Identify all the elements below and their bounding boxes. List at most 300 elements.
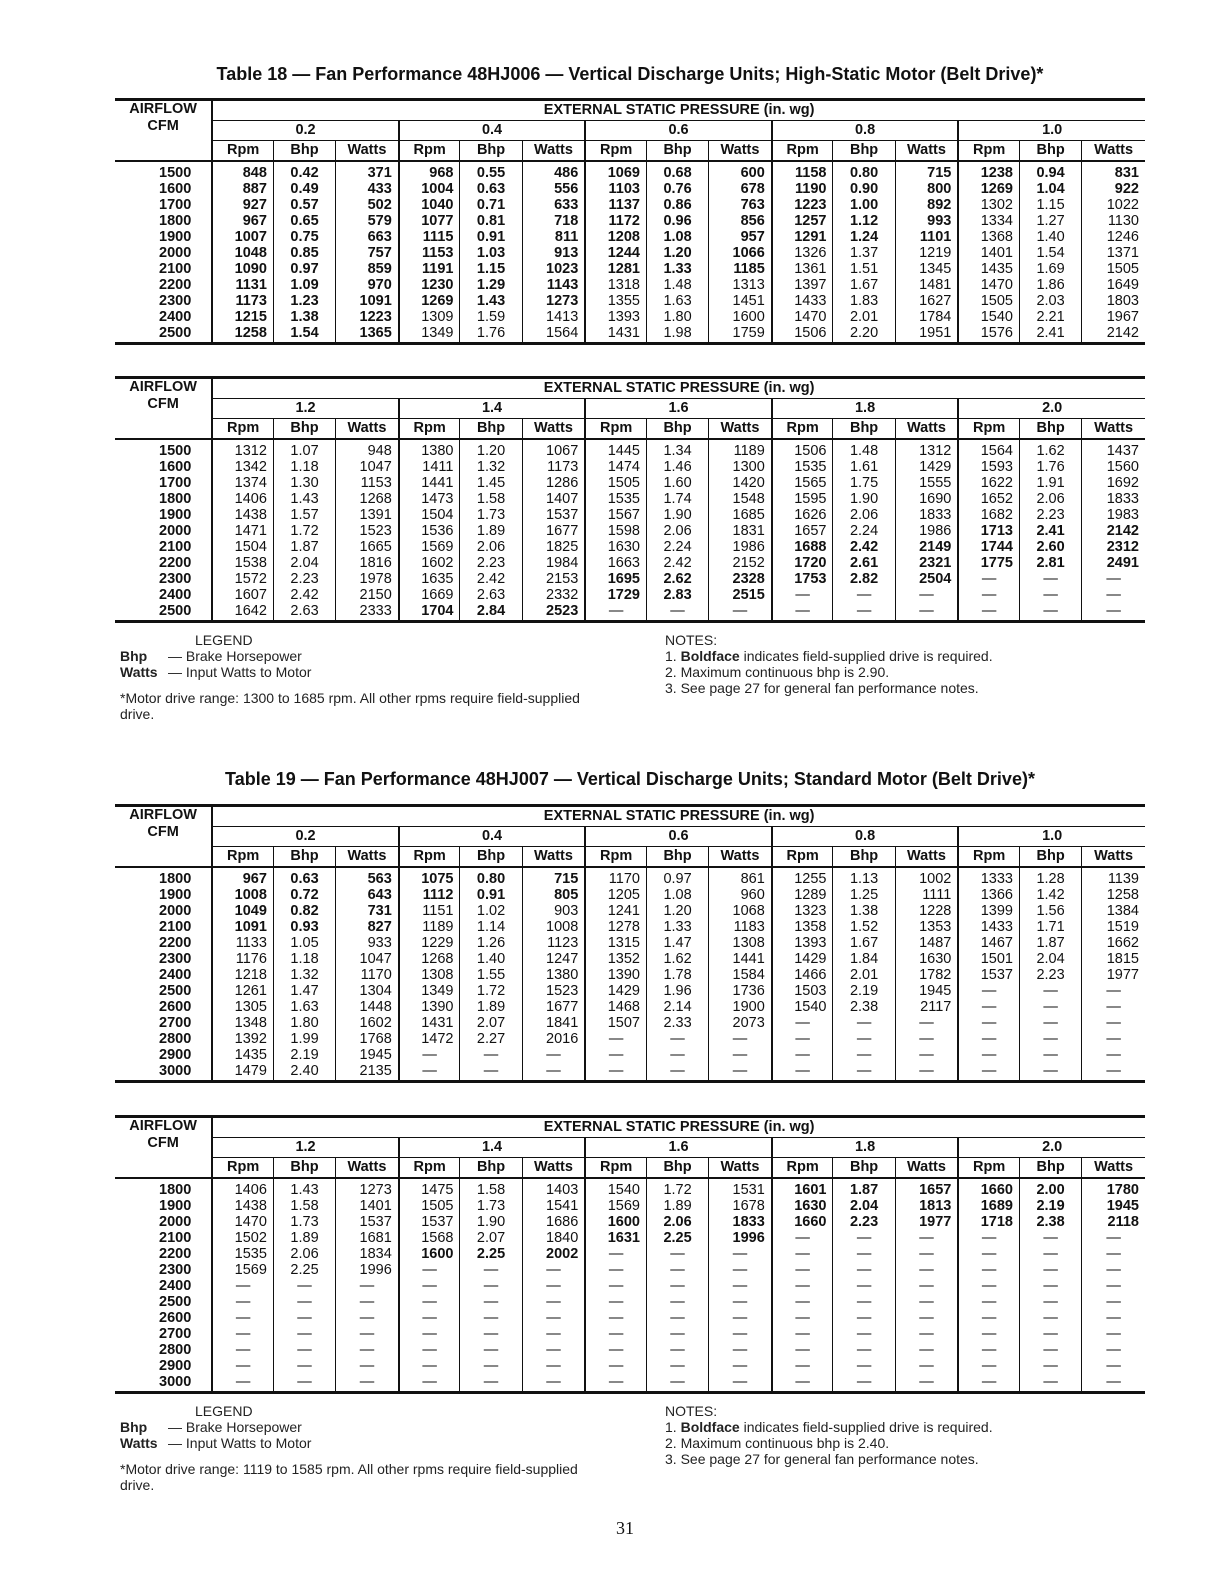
watts-header: Watts [709,141,772,162]
rpm-cell: — [772,1278,833,1294]
table-row [115,181,1145,197]
watts-header: Watts [336,141,399,162]
watts-cell: — [1082,999,1145,1015]
bhp-cell: 1.52 [833,919,895,935]
rpm-header: Rpm [585,419,646,440]
external-static-pressure-header: EXTERNAL STATIC PRESSURE (in. wg) [212,1117,1145,1138]
bhp-header: Bhp [646,1158,708,1179]
rpm-cell: 1257 [772,213,833,229]
bhp-cell: 1.28 [1020,867,1082,887]
bhp-cell: 2.03 [1020,293,1082,309]
rpm-cell: 1268 [399,951,460,967]
rpm-cell: — [772,603,833,622]
watts-cell: 859 [336,261,399,277]
table-row [115,951,1145,967]
watts-cell: 1813 [895,1198,958,1214]
rpm-cell: 1189 [399,919,460,935]
watts-cell: — [709,1342,772,1358]
rpm-cell: 1315 [585,935,646,951]
bhp-cell: — [646,1262,708,1278]
airflow-cfm-cell: 2700 [159,1015,192,1031]
watts-cell: 1123 [522,935,585,951]
bhp-cell: — [1020,1047,1082,1063]
rpm-cell: 1312 [212,439,273,459]
rpm-cell: 1429 [585,983,646,999]
rpm-cell: — [399,1063,460,1082]
rpm-cell: — [958,1262,1019,1278]
watts-cell: 2149 [895,539,958,555]
rpm-cell: 1269 [958,181,1019,197]
cfm-label: CFM [147,1135,179,1151]
rpm-cell: 1569 [399,539,460,555]
watts-cell: 1945 [895,983,958,999]
watts-cell: 1833 [895,507,958,523]
bhp-cell: — [833,1063,895,1082]
pressure-header: 0.4 [399,827,586,847]
rpm-cell: — [585,1294,646,1310]
watts-cell: 1273 [336,1178,399,1198]
table-row [115,523,1145,539]
bhp-cell: 2.00 [1020,1178,1082,1198]
rpm-cell: 1399 [958,903,1019,919]
watts-cell: 1977 [1082,967,1145,983]
bhp-header: Bhp [1020,141,1082,162]
watts-cell: — [895,1015,958,1031]
bhp-cell: 1.33 [646,919,708,935]
rpm-cell: 1173 [212,293,273,309]
bhp-cell: — [833,1230,895,1246]
rpm-cell: 1153 [399,245,460,261]
bhp-cell: — [646,1246,708,1262]
rpm-cell: — [399,1047,460,1063]
bhp-cell: 1.59 [460,309,522,325]
bhp-header: Bhp [1020,847,1082,868]
rpm-cell: — [772,1326,833,1342]
bhp-cell: — [1020,999,1082,1015]
bhp-cell: 1.61 [833,459,895,475]
airflow-cfm-cell: 2100 [159,1230,192,1246]
bhp-cell: 1.56 [1020,903,1082,919]
airflow-cfm-cell: 2300 [159,1262,192,1278]
rpm-cell: 1091 [212,919,273,935]
table-row [115,1278,1145,1294]
watts-header: Watts [1082,141,1145,162]
rpm-cell: — [958,1310,1019,1326]
header-row [115,806,1145,827]
bhp-cell: 1.43 [273,491,335,507]
rpm-header: Rpm [212,419,273,440]
table-row [115,277,1145,293]
rpm-cell: — [958,1342,1019,1358]
rpm-cell: 1507 [585,1015,646,1031]
bhp-cell: 2.19 [273,1047,335,1063]
subheader-row [115,1158,1145,1179]
rpm-cell: — [958,983,1019,999]
watts-cell: 2504 [895,571,958,587]
bhp-cell: 1.33 [646,261,708,277]
table-row [115,903,1145,919]
airflow-cfm-cell: 2900 [159,1358,192,1374]
rpm-header: Rpm [212,141,273,162]
table-row [115,603,1145,622]
rpm-cell: 1406 [212,1178,273,1198]
bhp-cell: — [646,1326,708,1342]
bhp-cell: 2.60 [1020,539,1082,555]
rpm-cell: 1635 [399,571,460,587]
watts-cell: 1564 [522,325,585,344]
rpm-cell: 1576 [958,325,1019,344]
bhp-cell: 2.06 [833,507,895,523]
rpm-cell: 1660 [772,1214,833,1230]
pressure-header: 1.8 [772,399,959,419]
bhp-cell: — [1020,1063,1082,1082]
rpm-header: Rpm [958,141,1019,162]
bhp-cell: — [273,1278,335,1294]
rpm-cell: 1504 [212,539,273,555]
airflow-label: AIRFLOW [129,1118,197,1134]
bhp-cell: 1.78 [646,967,708,983]
rpm-cell: 1471 [212,523,273,539]
rpm-cell: 1718 [958,1214,1019,1230]
watts-cell: 1945 [336,1047,399,1063]
bhp-cell: — [1020,1230,1082,1246]
rpm-cell: 1401 [958,245,1019,261]
rpm-cell: 1438 [212,1198,273,1214]
watts-cell: 2328 [709,571,772,587]
watts-cell: 1304 [336,983,399,999]
watts-cell: 1401 [336,1198,399,1214]
table-19-block-2 [115,1115,1145,1394]
bhp-cell: 0.94 [1020,161,1082,181]
bhp-cell: 1.14 [460,919,522,935]
bhp-cell: 2.38 [1020,1214,1082,1230]
watts-cell: 1677 [522,523,585,539]
watts-cell: 1841 [522,1015,585,1031]
watts-cell: 1537 [522,507,585,523]
note-text: See page 27 for general fan performance notes. [680,680,979,696]
bhp-cell: 1.18 [273,951,335,967]
watts-cell: — [1082,1310,1145,1326]
bhp-cell: 2.04 [833,1198,895,1214]
watts-cell: 1345 [895,261,958,277]
watts-cell: 1978 [336,571,399,587]
bhp-cell: 2.81 [1020,555,1082,571]
watts-cell: — [709,1310,772,1326]
watts-cell: — [336,1310,399,1326]
bhp-header: Bhp [273,847,335,868]
rpm-cell: 1598 [585,523,646,539]
bhp-cell: 2.07 [460,1015,522,1031]
bhp-cell: 0.80 [833,161,895,181]
airflow-cfm-cell: 2200 [159,1246,192,1262]
table-row [115,887,1145,903]
external-static-pressure-header: EXTERNAL STATIC PRESSURE (in. wg) [212,806,1145,827]
rpm-cell: 1048 [212,245,273,261]
bhp-cell: — [1020,1294,1082,1310]
rpm-cell: — [585,1246,646,1262]
rpm-cell: 1433 [772,293,833,309]
bhp-header: Bhp [1020,419,1082,440]
rpm-cell: 1506 [772,439,833,459]
rpm-cell: 1137 [585,197,646,213]
bhp-cell: 1.96 [646,983,708,999]
bhp-header: Bhp [273,1158,335,1179]
watts-cell: 731 [336,903,399,919]
bhp-cell: 2.14 [646,999,708,1015]
rpm-cell: — [958,1374,1019,1393]
rpm-cell: 1540 [958,309,1019,325]
watts-cell: 1677 [522,999,585,1015]
bhp-cell: — [460,1294,522,1310]
bhp-cell: 1.13 [833,867,895,887]
bhp-cell: — [1020,1326,1082,1342]
airflow-cfm-cell: 1900 [159,229,192,245]
bhp-cell: 2.84 [460,603,522,622]
watts-cell: 1308 [709,935,772,951]
watts-cell: 715 [895,161,958,181]
rpm-header: Rpm [772,847,833,868]
table-row [115,983,1145,999]
table-row [115,1047,1145,1063]
bhp-cell: — [833,1031,895,1047]
watts-cell: 856 [709,213,772,229]
bhp-cell: — [833,1262,895,1278]
rpm-cell: 1630 [585,539,646,555]
watts-cell: — [1082,1246,1145,1262]
table-row [115,1374,1145,1393]
rpm-cell: 1660 [958,1178,1019,1198]
rpm-cell: 1281 [585,261,646,277]
watts-cell: — [709,1063,772,1082]
table-row [115,1015,1145,1031]
watts-cell: — [895,1230,958,1246]
rpm-cell: 1349 [399,325,460,344]
watts-cell: 948 [336,439,399,459]
watts-cell: — [709,1031,772,1047]
watts-cell: 957 [709,229,772,245]
bhp-cell: 2.23 [1020,967,1082,983]
table-row [115,867,1145,887]
watts-cell: 1246 [1082,229,1145,245]
bhp-cell: 2.23 [273,571,335,587]
rpm-cell: 967 [212,867,273,887]
airflow-cfm-cell: 2300 [159,951,192,967]
watts-header: Watts [336,1158,399,1179]
bhp-cell: 1.72 [646,1178,708,1198]
rpm-cell: 1593 [958,459,1019,475]
airflow-cfm-cell: 2400 [159,587,192,603]
bhp-cell: — [833,1015,895,1031]
watts-cell: — [522,1294,585,1310]
rpm-cell: — [958,1063,1019,1082]
rpm-cell: 1366 [958,887,1019,903]
rpm-cell: 1004 [399,181,460,197]
bhp-cell: 1.54 [273,325,335,344]
bhp-cell: 2.61 [833,555,895,571]
rpm-cell: 1049 [212,903,273,919]
rpm-cell: 1537 [399,1214,460,1230]
rpm-cell: 1682 [958,507,1019,523]
bhp-cell: 1.60 [646,475,708,491]
rpm-cell: 1569 [585,1198,646,1214]
watts-cell: 1984 [522,555,585,571]
watts-header: Watts [1082,1158,1145,1179]
watts-cell: 933 [336,935,399,951]
rpm-header: Rpm [958,419,1019,440]
note-number: 3. [665,680,681,696]
bhp-cell: — [646,1358,708,1374]
watts-cell: — [895,1326,958,1342]
pressure-header: 1.4 [399,1138,586,1158]
bhp-cell: 0.97 [273,261,335,277]
rpm-header: Rpm [399,419,460,440]
watts-cell: 2142 [1082,523,1145,539]
watts-cell: 1678 [709,1198,772,1214]
watts-header: Watts [522,419,585,440]
bhp-cell: — [833,1326,895,1342]
rpm-cell: 1468 [585,999,646,1015]
watts-cell: 1273 [522,293,585,309]
bhp-cell: 2.42 [273,587,335,603]
fan-performance-table [115,376,1145,623]
watts-cell: 2135 [336,1063,399,1082]
watts-cell: 579 [336,213,399,229]
watts-cell: 1548 [709,491,772,507]
bhp-cell: 2.01 [833,309,895,325]
rpm-cell: 1433 [958,919,1019,935]
watts-cell: 2118 [1082,1214,1145,1230]
rpm-cell: — [585,1031,646,1047]
bhp-cell: 2.62 [646,571,708,587]
watts-cell: 970 [336,277,399,293]
rpm-cell: 1158 [772,161,833,181]
bhp-cell: 1.87 [833,1178,895,1198]
watts-cell: — [1082,1294,1145,1310]
note-item [665,648,993,664]
legend-item [120,1419,600,1435]
bhp-cell: — [646,1031,708,1047]
bhp-cell: — [460,1262,522,1278]
bhp-cell: 2.25 [646,1230,708,1246]
watts-cell: 2117 [895,999,958,1015]
watts-cell: 1833 [709,1214,772,1230]
bhp-cell: 2.23 [1020,507,1082,523]
bhp-cell: 2.21 [1020,309,1082,325]
airflow-cfm-cell: 1700 [159,475,192,491]
watts-cell: 563 [336,867,399,887]
bhp-cell: 1.87 [1020,935,1082,951]
watts-header: Watts [895,141,958,162]
watts-cell: — [522,1326,585,1342]
rpm-cell: 1720 [772,555,833,571]
table-19-notes [665,1403,993,1467]
rpm-cell: 1704 [399,603,460,622]
bhp-cell: 1.89 [460,523,522,539]
rpm-cell: 1291 [772,229,833,245]
header-row [115,1117,1145,1138]
rpm-cell: — [399,1278,460,1294]
table-row [115,475,1145,491]
watts-cell: 502 [336,197,399,213]
watts-cell: 1247 [522,951,585,967]
rpm-cell: 1205 [585,887,646,903]
airflow-cfm-cell: 1800 [159,1182,192,1198]
airflow-label: AIRFLOW [129,379,197,395]
watts-header: Watts [522,141,585,162]
table-row [115,245,1145,261]
bhp-cell: — [833,1310,895,1326]
bhp-cell: — [833,1342,895,1358]
subheader-row [115,141,1145,162]
airflow-cfm-cell: 2200 [159,935,192,951]
rpm-cell: — [212,1342,273,1358]
bhp-cell: 0.91 [460,229,522,245]
watts-header: Watts [709,847,772,868]
rpm-cell: — [399,1342,460,1358]
table-row [115,919,1145,935]
watts-cell: 1986 [895,523,958,539]
watts-cell: 1189 [709,439,772,459]
bhp-cell: — [1020,1262,1082,1278]
watts-cell: 678 [709,181,772,197]
rpm-cell: 1308 [399,967,460,983]
watts-header: Watts [895,847,958,868]
rpm-cell: 1695 [585,571,646,587]
bhp-cell: 2.38 [833,999,895,1015]
rpm-cell: 1572 [212,571,273,587]
watts-cell: 1505 [1082,261,1145,277]
rpm-cell: 1133 [212,935,273,951]
table-18-notes [665,632,993,696]
rpm-cell: 1241 [585,903,646,919]
watts-cell: — [1082,1015,1145,1031]
rpm-cell: 1355 [585,293,646,309]
legend-abbr: Bhp [120,1419,148,1435]
table-18-title: Table 18 — Fan Performance 48HJ006 — Vertical Discharge Units; High-Static Motor (Belt Drive)* [216,64,1044,84]
watts-cell: 1983 [1082,507,1145,523]
watts-cell: 1649 [1082,277,1145,293]
bhp-cell: 1.42 [1020,887,1082,903]
rpm-cell: 1040 [399,197,460,213]
rpm-cell: — [958,603,1019,622]
pressure-header: 1.0 [958,121,1145,141]
watts-cell: 831 [1082,161,1145,181]
bhp-cell: 2.06 [646,523,708,539]
rpm-cell: 1535 [772,459,833,475]
airflow-label: AIRFLOW [129,807,197,823]
watts-cell: 1951 [895,325,958,344]
rpm-header: Rpm [585,141,646,162]
bhp-cell: — [646,1047,708,1063]
rpm-cell: — [958,1031,1019,1047]
rpm-cell: 1393 [772,935,833,951]
rpm-cell: 1506 [772,325,833,344]
bhp-cell: 1.90 [460,1214,522,1230]
pressure-header: 0.2 [212,827,399,847]
watts-cell: 2142 [1082,325,1145,344]
watts-cell: 993 [895,213,958,229]
airflow-cfm-header [115,1117,212,1179]
bhp-cell: — [646,1278,708,1294]
airflow-cfm-cell: 2600 [159,1310,192,1326]
rpm-cell: 1600 [399,1246,460,1262]
table-row [115,309,1145,325]
rpm-cell: 1642 [212,603,273,622]
watts-cell: — [895,587,958,603]
watts-cell: 1258 [1082,887,1145,903]
rpm-header: Rpm [212,847,273,868]
rpm-cell: 1172 [585,213,646,229]
